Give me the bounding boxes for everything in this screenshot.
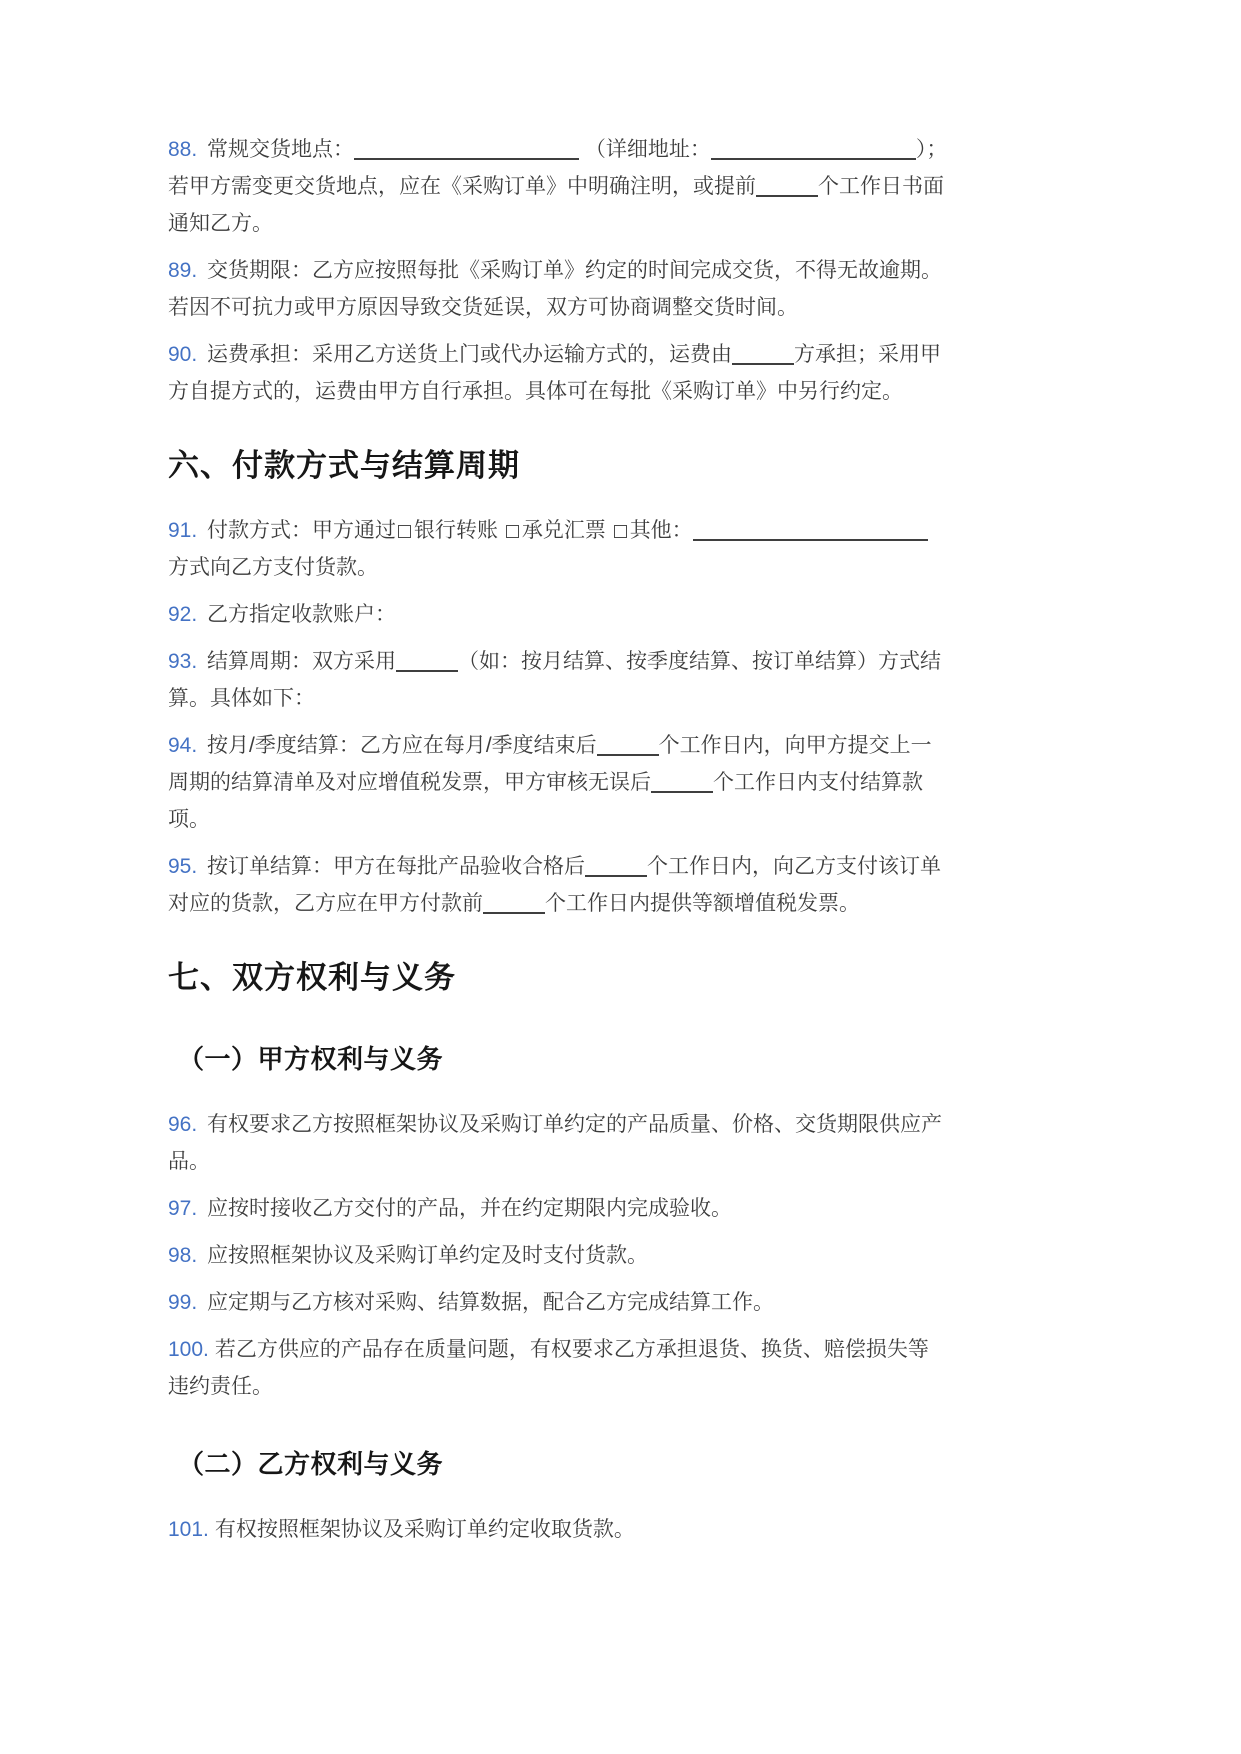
contract-item bbox=[168, 131, 948, 242]
item-text: 若乙方供应的产品存在质量问题，有权要求乙方承担退货、换货、赔偿损失等违约责任。 bbox=[168, 1338, 929, 1398]
item-number: 90. bbox=[168, 343, 198, 366]
fill-in-blank[interactable] bbox=[354, 142, 579, 160]
fill-in-blank[interactable] bbox=[396, 654, 458, 672]
item-text: 承兑汇票 bbox=[521, 519, 612, 542]
item-number: 94. bbox=[168, 734, 198, 757]
item-number: 89. bbox=[168, 259, 198, 282]
fill-in-blank[interactable] bbox=[693, 523, 928, 541]
checkbox-icon[interactable] bbox=[614, 525, 627, 538]
item-text: 有权按照框架协议及采购订单约定收取货款。 bbox=[214, 1518, 635, 1541]
item-number: 100. bbox=[168, 1338, 209, 1361]
item-number: 95. bbox=[168, 855, 198, 878]
contract-item bbox=[168, 1284, 948, 1321]
item-number: 96. bbox=[168, 1113, 198, 1136]
contract-item bbox=[168, 643, 948, 717]
item-text: 应按照框架协议及采购订单约定及时支付货款。 bbox=[207, 1244, 648, 1267]
section-heading: 六、付款方式与结算周期 bbox=[168, 448, 520, 483]
item-number: 91. bbox=[168, 519, 198, 542]
item-text: 个工作日内，向乙方支付该订单对应的货款，乙方应在甲方付款前 bbox=[168, 855, 941, 915]
item-text: 常规交货地点： bbox=[207, 138, 354, 161]
item-text: 按订单结算：甲方在每批产品验收合格后 bbox=[207, 855, 585, 878]
item-text: 交货期限：乙方应按照每批《采购订单》约定的时间完成交货，不得无故逾期。若因不可抗力或甲方原因导致交货延误，双方可协商调整交货时间。 bbox=[168, 259, 942, 319]
subsection-heading: （一）甲方权利与义务 bbox=[178, 1044, 444, 1074]
item-text: 方承担；采用甲方自提方式的，运费由甲方自行承担。具体可在每批《采购订单》中另行约定。 bbox=[168, 343, 941, 403]
item-text: 应按时接收乙方交付的产品，并在约定期限内完成验收。 bbox=[207, 1197, 732, 1220]
item-number: 101. bbox=[168, 1518, 209, 1541]
subsection-heading: （二）乙方权利与义务 bbox=[178, 1449, 444, 1479]
item-text: ）；若甲方需变更交货地点，应在《采购订单》中明确注明，或提前 bbox=[168, 138, 948, 198]
fill-in-blank[interactable] bbox=[756, 179, 818, 197]
fill-in-blank[interactable] bbox=[711, 142, 916, 160]
contract-item bbox=[168, 1190, 948, 1227]
fill-in-blank[interactable] bbox=[483, 896, 545, 914]
item-number: 93. bbox=[168, 650, 198, 673]
item-text: 运费承担：采用乙方送货上门或代办运输方式的，运费由 bbox=[207, 343, 732, 366]
item-number: 98. bbox=[168, 1244, 198, 1267]
contract-body bbox=[168, 131, 948, 1548]
item-number: 92. bbox=[168, 603, 198, 626]
contract-item bbox=[168, 336, 948, 410]
contract-item bbox=[168, 848, 948, 922]
checkbox-icon[interactable] bbox=[506, 525, 519, 538]
item-text: 方式向乙方支付货款。 bbox=[168, 556, 378, 579]
checkbox-icon[interactable] bbox=[398, 525, 411, 538]
item-text: 其他： bbox=[629, 519, 693, 542]
item-text: 结算周期：双方采用 bbox=[207, 650, 396, 673]
contract-item bbox=[168, 512, 948, 586]
fill-in-blank[interactable] bbox=[597, 738, 659, 756]
item-number: 88. bbox=[168, 138, 198, 161]
item-text: 乙方指定收款账户： bbox=[207, 603, 396, 626]
contract-item bbox=[168, 727, 948, 838]
fill-in-blank[interactable] bbox=[585, 859, 647, 877]
contract-item bbox=[168, 252, 948, 326]
item-text: 个工作日内提供等额增值税发票。 bbox=[545, 892, 860, 915]
item-text: （详细地址： bbox=[579, 138, 711, 161]
contract-item bbox=[168, 1511, 948, 1548]
item-text: 个工作日内，向甲方提交上一周期的结算清单及对应增值税发票，甲方审核无误后 bbox=[168, 734, 932, 794]
item-number: 99. bbox=[168, 1291, 198, 1314]
contract-item bbox=[168, 1331, 948, 1405]
item-text: 按月/季度结算：乙方应在每月/季度结束后 bbox=[207, 734, 597, 757]
item-text: 付款方式：甲方通过 bbox=[207, 519, 396, 542]
contract-item bbox=[168, 1237, 948, 1274]
fill-in-blank[interactable] bbox=[732, 347, 794, 365]
contract-item bbox=[168, 1106, 948, 1180]
item-text: 有权要求乙方按照框架协议及采购订单约定的产品质量、价格、交货期限供应产品。 bbox=[168, 1113, 942, 1173]
contract-item bbox=[168, 596, 948, 633]
item-text: 应定期与乙方核对采购、结算数据，配合乙方完成结算工作。 bbox=[207, 1291, 774, 1314]
fill-in-blank[interactable] bbox=[651, 775, 713, 793]
section-heading: 七、双方权利与义务 bbox=[168, 960, 456, 995]
item-text: 个工作日内支付结算款项。 bbox=[168, 771, 923, 831]
item-number: 97. bbox=[168, 1197, 198, 1220]
item-text: 银行转账 bbox=[414, 519, 504, 542]
item-text: 个工作日书面通知乙方。 bbox=[168, 175, 944, 235]
item-text: （如：按月结算、按季度结算、按订单结算）方式结算。具体如下： bbox=[168, 650, 941, 710]
